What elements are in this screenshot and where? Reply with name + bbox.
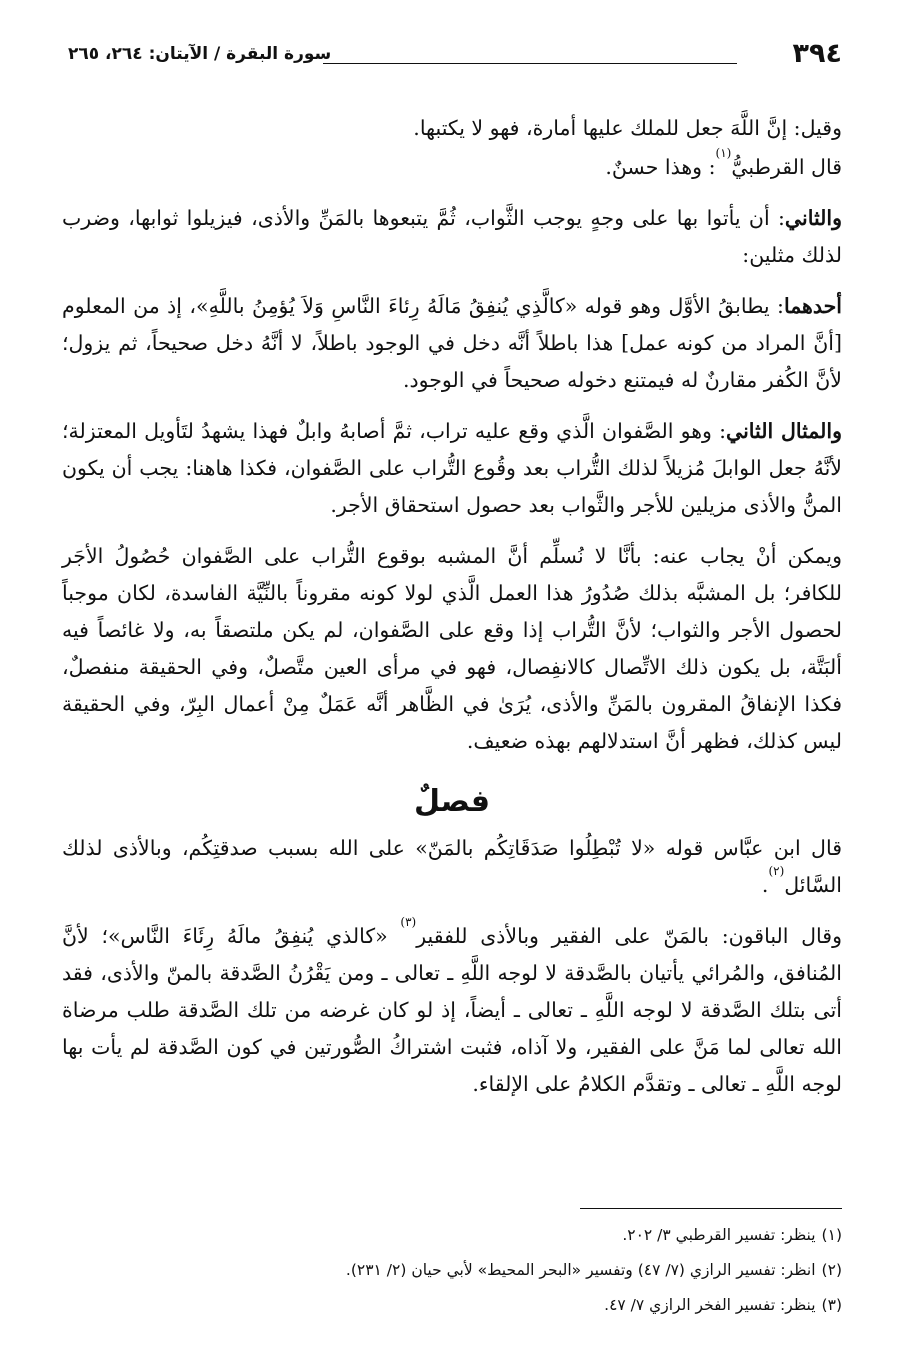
footnote-ref[interactable]: (١): [715, 146, 732, 160]
footnotes: [62, 1218, 842, 1323]
page-body: [62, 110, 842, 1103]
paragraph: قال ابن عبَّاس قوله «لا تُبْطِلُوا صَدَقَاتِكُم بالمَنّ» على الله بسبب صدقتِكُم، وبالأذى لذلك السَّائل$^{(٢)}$.: [62, 836, 842, 897]
page-number: ٣٩٤: [792, 38, 842, 69]
footnote: (٣)ينظر: تفسير الفخر الرازي ٧/ ٤٧.: [604, 1296, 842, 1314]
paragraph: أحدهما: يطابقُ الأوَّل وهو قوله «كالَّذِي يُنفِقُ مَالَهُ رِئاءَ النَّاسِ وَلاَ يُؤمِنُ باللَّهِ»، إذ من المعلوم [أنَّ المراد من كونه عمل] هذا باطلاً أنَّه دخل في الوجود باطلاً، لا أنَّهُ دخل صحيحاً، ثم يزول؛ لأنَّ الكُفر مقارنٌ له فيمتنع دخوله صحيحاً في الوجود.: [62, 294, 842, 392]
footnote-number: (٣): [821, 1296, 842, 1314]
paragraph: وقال الباقون: بالمَنّ على الفقير وبالأذى للفقير$^{(٣)}$ «كالذي يُنفِقُ مالَهُ رِئَاءَ النَّاس»؛ لأنَّ المُنافق، والمُرائي يأتيان بالصَّدقة لا لوجه اللَّهِ ـ تعالى ـ ومن يَقْرُنُ الصَّدقة بالمنّ والأذى، فقد أتى بتلك الصَّدقة لا لوجه اللَّهِ ـ تعالى ـ أيضاً، إذ لو كان غرضه من تلك الصَّدقة طلب مرضاة الله تعالى لما مَنَّ على الفقير، ولا آذاه، فثبت اشتراكُ الصُّورتين في كون الصَّدقة لم يأت بها لوجه اللَّهِ ـ تعالى ـ وتقدَّم الكلامُ على الإلقاء.: [62, 915, 843, 1096]
paragraph: والثاني: أن يأتوا بها على وجهٍ يوجب الثَّواب، ثُمَّ يتبعوها بالمَنِّ والأذى، فيزيلوا ثوابها، وضرب لذلك مثلين:: [62, 206, 842, 267]
lead-term: والثاني: [784, 206, 842, 230]
footnote-separator: [580, 1208, 842, 1209]
paragraph: والمثال الثاني: وهو الصَّفوان الَّذي وقع عليه تراب، ثمَّ أصابهُ وابلٌ فهذا يشهدُ لتَأويل المعتزلة؛ لأنَّهُ جعل الوابلَ مُزيلاً لذلك التُّراب بعد وقُوع التُّراب على الصَّفوان، فكذا هاهنا: يجب أن يكون المنُّ والأذى مزيلين للأجر والثَّواب بعد حصول استحقاق الأجر.: [62, 419, 842, 517]
section-title: فصلٌ: [414, 784, 490, 819]
header-rule: [323, 63, 737, 64]
running-title: سورة البقرة / الآيتان: ٢٦٤، ٢٦٥: [68, 44, 332, 64]
paragraph: ويمكن أنْ يجاب عنه: بأنَّا لا نُسلِّم أنَّ المشبه بوقوع التُّراب على الصَّفوان حُصُولُ الأجَر للكافر؛ بل المشبَّه بذلك صُدُورُ هذا العمل الَّذي لولا كونه مقروناً بالنِّيَّة الفاسدة، لكان موجباً لحصول الأجر والثواب؛ لأنَّ التُّراب إذا وقع على الصَّفوان، لم يكن ملتصقاً به، ولا غائصاً فيه ألبَتَّة، بل يكون ذلك الاتِّصال كالانفِصال، فهو في مرأى العين متَّصلٌ، وفي الحقيقة منفصلٌ، فكذا الإنفاقُ المقرون بالمَنِّ والأذى، يُرَىٰ في الظَّاهر أنَّه عَمَلٌ مِنْ أعمال البِرّ، وفي الحقيقة ليس كذلك، فظهر أنَّ استدلالهم بهذه ضعيف.: [62, 544, 842, 753]
footnote: (٢)انظر: تفسير الرازي (٧/ ٤٧) وتفسير «البحر المحيط» لأبي حيان (٢/ ٢٣١).: [345, 1261, 842, 1279]
lead-term: أحدهما: [783, 294, 842, 318]
footnote-ref[interactable]: (٢): [768, 864, 785, 878]
footnote-number: (١): [821, 1226, 842, 1244]
paragraph: قال القرطبيُّ$^{(١)}$: وهذا حسنٌ.: [605, 146, 842, 179]
lead-term: والمثال الثاني: [726, 419, 842, 443]
footnote-ref[interactable]: (٣): [400, 915, 417, 929]
paragraph: وقيل: إنَّ اللَّهَ جعل للملك عليها أمارة، فهو لا يكتبها.: [413, 116, 842, 140]
footnote-number: (٢): [821, 1261, 842, 1279]
footnote: (١)ينظر: تفسير القرطبي ٣/ ٢٠٢.: [622, 1226, 842, 1244]
page-header: [68, 34, 842, 74]
